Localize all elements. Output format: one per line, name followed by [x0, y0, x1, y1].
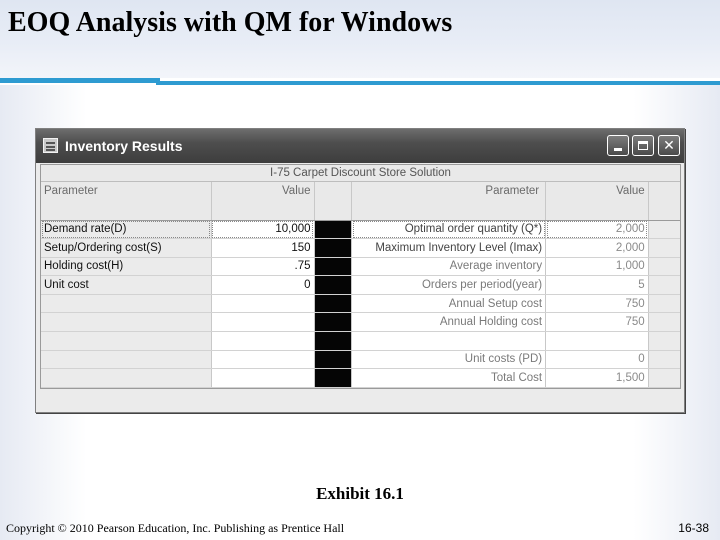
cell-value-right[interactable]: 2,000 [546, 239, 649, 258]
table-row [41, 350, 680, 369]
cell-parameter-left[interactable]: Holding cost(H) [41, 257, 211, 276]
table-row [41, 313, 680, 332]
window-title: Inventory Results [65, 138, 183, 154]
cell-parameter-right[interactable]: Unit costs (PD) [352, 350, 546, 369]
table-header-row [41, 182, 680, 220]
slide-title: EOQ Analysis with QM for Windows [8, 7, 453, 38]
table-row [41, 220, 680, 239]
table-row [41, 239, 680, 258]
cell-parameter-right[interactable]: Annual Setup cost [352, 294, 546, 313]
cell-spacer [314, 332, 352, 351]
results-grid [40, 164, 681, 389]
cell-parameter-right[interactable]: Optimal order quantity (Q*) [352, 220, 546, 239]
cell-spacer [314, 369, 352, 388]
cell-spacer [314, 350, 352, 369]
inventory-results-window [35, 128, 685, 413]
cell-spacer [314, 313, 352, 332]
cell-value-right[interactable]: 750 [546, 313, 649, 332]
cell-value-right[interactable] [546, 332, 649, 351]
cell-parameter-left[interactable]: Setup/Ordering cost(S) [41, 239, 211, 258]
cell-value-left[interactable]: 0 [211, 276, 314, 295]
slide-number: 16-38 [678, 521, 709, 535]
results-table [41, 182, 680, 388]
cell-tail [648, 239, 680, 258]
title-rule [156, 81, 720, 85]
cell-tail [648, 332, 680, 351]
table-row [41, 294, 680, 313]
cell-value-right[interactable]: 5 [546, 276, 649, 295]
cell-value-left[interactable]: 150 [211, 239, 314, 258]
cell-tail [648, 294, 680, 313]
cell-value-right[interactable]: 750 [546, 294, 649, 313]
cell-parameter-left[interactable] [41, 332, 211, 351]
cell-value-left[interactable] [211, 369, 314, 388]
cell-parameter-right[interactable]: Orders per period(year) [352, 276, 546, 295]
window-titlebar[interactable] [36, 129, 684, 163]
cell-value-right[interactable]: 1,500 [546, 369, 649, 388]
cell-value-left[interactable]: .75 [211, 257, 314, 276]
cell-tail [648, 276, 680, 295]
cell-value-left[interactable] [211, 350, 314, 369]
exhibit-caption: Exhibit 16.1 [316, 484, 404, 503]
minimize-button[interactable] [607, 135, 629, 156]
header-tail [648, 182, 680, 220]
cell-spacer [314, 276, 352, 295]
cell-spacer [314, 257, 352, 276]
header-value-right[interactable]: Value [546, 182, 649, 220]
cell-tail [648, 369, 680, 388]
header-parameter-left[interactable]: Parameter [41, 182, 211, 220]
cell-value-left[interactable] [211, 332, 314, 351]
close-button[interactable]: ✕ [658, 135, 680, 156]
cell-value-left[interactable] [211, 313, 314, 332]
maximize-button[interactable] [632, 135, 654, 156]
cell-tail [648, 220, 680, 239]
cell-value-right[interactable]: 0 [546, 350, 649, 369]
cell-parameter-left[interactable] [41, 313, 211, 332]
cell-spacer [314, 239, 352, 258]
copyright-notice: Copyright © 2010 Pearson Education, Inc. Publishing as Prentice Hall [6, 521, 345, 535]
cell-parameter-right[interactable]: Total Cost [352, 369, 546, 388]
cell-tail [648, 313, 680, 332]
title-rule-left [0, 78, 160, 83]
cell-value-left[interactable] [211, 294, 314, 313]
cell-parameter-left[interactable] [41, 350, 211, 369]
cell-parameter-right[interactable]: Average inventory [352, 257, 546, 276]
cell-parameter-left[interactable] [41, 294, 211, 313]
cell-parameter-right[interactable]: Maximum Inventory Level (Imax) [352, 239, 546, 258]
cell-spacer [314, 220, 352, 239]
table-row [41, 257, 680, 276]
header-value-left[interactable]: Value [211, 182, 314, 220]
app-icon[interactable] [43, 138, 58, 153]
cell-value-right[interactable]: 1,000 [546, 257, 649, 276]
cell-parameter-right[interactable]: Annual Holding cost [352, 313, 546, 332]
table-row [41, 369, 680, 388]
cell-tail [648, 257, 680, 276]
cell-value-right[interactable]: 2,000 [546, 220, 649, 239]
solution-title: I-75 Carpet Discount Store Solution [41, 165, 680, 182]
table-row [41, 332, 680, 351]
cell-spacer [314, 294, 352, 313]
cell-value-left[interactable]: 10,000 [211, 220, 314, 239]
cell-tail [648, 350, 680, 369]
cell-parameter-left[interactable]: Demand rate(D) [41, 220, 211, 239]
cell-parameter-right[interactable] [352, 332, 546, 351]
table-row [41, 276, 680, 295]
header-spacer [314, 182, 352, 220]
cell-parameter-left[interactable] [41, 369, 211, 388]
header-parameter-right[interactable]: Parameter [352, 182, 546, 220]
cell-parameter-left[interactable]: Unit cost [41, 276, 211, 295]
